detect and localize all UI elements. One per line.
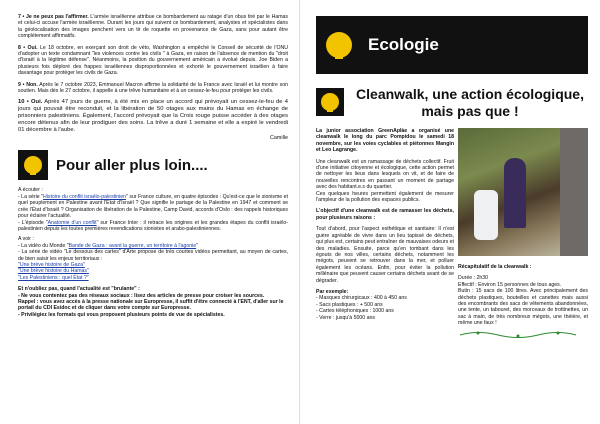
right-page bbox=[300, 0, 600, 424]
forget-item-2: Rappel : vous avez accès à la presse nationale sur Europresse, il suffit d'être connecté à l'ENT, d'aller sur le portail du CDI Esidoc et de cliquer dans votre compte sur Europresse. bbox=[18, 298, 284, 312]
answer-10: 10 • Oui. Après 47 jours de guerre, à été mis en place un accord qui prévoyait un cessez-le-feu de 4 jours qui pouvait être reconduit, et la libération de 50 otages aux mains du Hamas en échange de prisonniers palestiniens. Également, l'accord prévoyait que la Croix rouge puisse accéder à des otages encore détenus afin de leur prodiguer des soins. La trêve a duré 1 semaine et elle a expiré le vendredi 01 décembre à l'aube. bbox=[18, 99, 288, 134]
ecologie-title: Ecologie bbox=[368, 35, 439, 54]
watch-item-1: - La vidéo du Monde "Bande de Gaza : avant la guerre, un territoire à l'agonie" bbox=[18, 242, 199, 249]
link-histoire-conflit[interactable]: Histoire du conflit israélo-palestinien bbox=[42, 193, 127, 200]
listen-heading: A écouter : bbox=[18, 187, 43, 194]
article-para-3: Tout d'abord, pour l'aspect esthétique et sanitaire: Il n'est guère agréable de vivre dans un lieu tapissé de déchets, qui plus est, certains peut entraîner de mauvaises odeurs et des maladies. Ensuite, parce qu'en tombant dans les égouts de nos villes, certains déchets, notamment les mégots, peuvent se retrouver dans la mer, et polluer également les océans. Enfin, pour éviter la pollution millénaire que peuvent causer certains déchets avant de se dégrader. bbox=[316, 226, 454, 284]
article-text bbox=[316, 128, 454, 342]
section-header bbox=[18, 149, 288, 181]
section-title: Pour aller plus loin.... bbox=[56, 156, 208, 174]
answer-9: 9 • Non. Après le 7 octobre 2023, Emmanuel Macron affirme la solidarité de la France avec Israël et lui montre son soutien. Mais dès le 27 octobre, il appelle à une trêve humanitaire et à un cessez-le-feu pour protéger les civils. bbox=[18, 81, 288, 95]
article-columns bbox=[316, 128, 588, 342]
link-palestiniens-etat[interactable]: "Les Palestiniens : quel État ?" bbox=[18, 274, 89, 281]
link-histoire-gaza[interactable]: "Une brève histoire de Gaza" bbox=[18, 261, 85, 268]
link-bande-de-gaza[interactable]: Bande de Gaza : avant la guerre, un territoire à l'agonie bbox=[68, 242, 197, 249]
lightbulb-icon bbox=[18, 150, 48, 180]
listen-item-2: - L'épisode "Anatomie d'un conflit" sur France Inter : il retrace les origines et les grandes étapes du conflit israélo-palestinien depuis les toutes premières revendications sionistes et arabo-palestiniennes. bbox=[18, 219, 289, 232]
link-anatomie-conflit[interactable]: Anatomie d'un conflit bbox=[47, 219, 97, 226]
article-para-2: Ces quelques heures permettent également de mesurer l'ampleur de la pollution des espaces publics. bbox=[316, 190, 454, 204]
example-item: - Cartes téléphoniques : 1000 ans bbox=[316, 308, 394, 315]
objective-heading: L'objectif d'une cleanwalk est de ramasser les déchets, pour plusieurs raisons : bbox=[316, 208, 454, 221]
example-item: - Sacs plastiques : + 500 ans bbox=[316, 301, 383, 308]
example-item: - Verre : jusqu'à 5000 ans bbox=[316, 314, 375, 321]
forget-item-1: - Ne vous contentez pas des réseaux sociaux : lisez des articles de presse pour croiser les sources. bbox=[18, 292, 265, 299]
answer-8: 8 • Oui. Le 18 octobre, en exerçant son droit de véto, Washington a empêché le Conseil de sécurité de l'ONU d'adopter un texte condamnant "les violences contre les civils " à Gaza, en raison de l'absence de mention du "droit d'Israël à la légitime défense". Néanmoins, la position du gouvernement américain a évolué depuis. Joe Biden a plusieurs fois déploré des frappes israéliennes disproportionnées et exhorté le gouvernement israélien à faire davantage pour protéger les civils de Gaza. bbox=[18, 44, 288, 77]
article-header bbox=[316, 86, 588, 120]
lightbulb-icon bbox=[326, 32, 352, 58]
article-title: Cleanwalk, une action écologique, mais pas que ! bbox=[356, 86, 584, 119]
watch-heading: A voir : bbox=[18, 236, 34, 243]
watch-item-2: - La série de vidéo "Le dessous des cartes" d'Arte propose de très courtes vidéos permettant, au moyen de cartes, de bien saisir les enjeux territoriaux : bbox=[18, 249, 288, 262]
forget-heading: Et n'oubliez pas, quand l'actualité est "brulante" : bbox=[18, 286, 140, 293]
article-side bbox=[458, 128, 588, 342]
example-heading: Par exemple: bbox=[316, 288, 349, 295]
forget-item-3: - Privilégiez les formats qui vous proposent plusieurs points de vue de spécialistes. bbox=[18, 311, 225, 318]
signature: Camille bbox=[270, 135, 288, 142]
recap-butin: Butin : 15 sacs de 100 litres. Avec principalement des déchets plastiques, bouteilles et canettes mais aussi des encombrants des sacs de vêtements abandonnées, une tente, un tabouret, des morceaux de trottinettes, un sac à main, de très nombreux mégots, une théière, et même une faux ! bbox=[458, 288, 588, 327]
recap-effectif: Effectif : Environ 15 personnes de tous ages. bbox=[458, 281, 562, 288]
link-histoire-hamas[interactable]: "Une brève histoire du Hamas" bbox=[18, 268, 89, 275]
further-reading bbox=[18, 187, 288, 318]
article-intro: La junior association GreenAplàe a organisé une cleanwalk le long du parc Pompidou le samedi 18 novembre, sur les voies cyclables et piétonnes Mangin et Leo Lagrange. bbox=[316, 128, 454, 154]
recap-heading: Récapitulatif de la cleanwalk : bbox=[458, 264, 532, 270]
recap-duration: Durée : 2h30 bbox=[458, 275, 488, 282]
example-item: - Masques chirurgicaux : 400 à 450 ans bbox=[316, 295, 407, 302]
article-para-1: Une cleanwalk est un ramassage de déchets collectif. Fruit d'une initiative citoyenne et écologique, cette action permet de nettoyer les lieux dans lesquels on vit, et de faire de nouvelles rencontres en passant un moment de partage avec des habitant.e.s du quartier. bbox=[316, 158, 454, 191]
vine-ornament bbox=[458, 330, 578, 340]
lightbulb-icon bbox=[316, 88, 344, 116]
listen-item-1: - La série "Histoire du conflit israélo-palestinien" sur France culture, en quatre épisodes : Qu'est-ce que le sionisme et quel peuplement en Palestine avant l'État d'Israël ? Que signifie le partage de la Palestine en 1947 et comment se crée l'État d'Israël ? Organisation de libération de la Palestine, Camp David, accords d'Oslo : des rappels historiques pour éclairer l'actualité. bbox=[18, 193, 288, 220]
cleanwalk-photo bbox=[458, 128, 588, 256]
answer-7: 7 • Je ne peux pas l'affirmer. L'armée israélienne attribue ce bombardement au ratage d'un obus tiré par le Hamas et celui-ci accuse l'armée israélienne. Durant les jours qui suivent ce bombardement, analystes et spécialistes dans la géolocalisation des images penchent vers un tir de roquette en provenance de Gaza, sans pour autant être complètement affirmatifs. bbox=[18, 14, 289, 40]
ecologie-banner bbox=[316, 16, 588, 74]
recap bbox=[458, 264, 588, 342]
